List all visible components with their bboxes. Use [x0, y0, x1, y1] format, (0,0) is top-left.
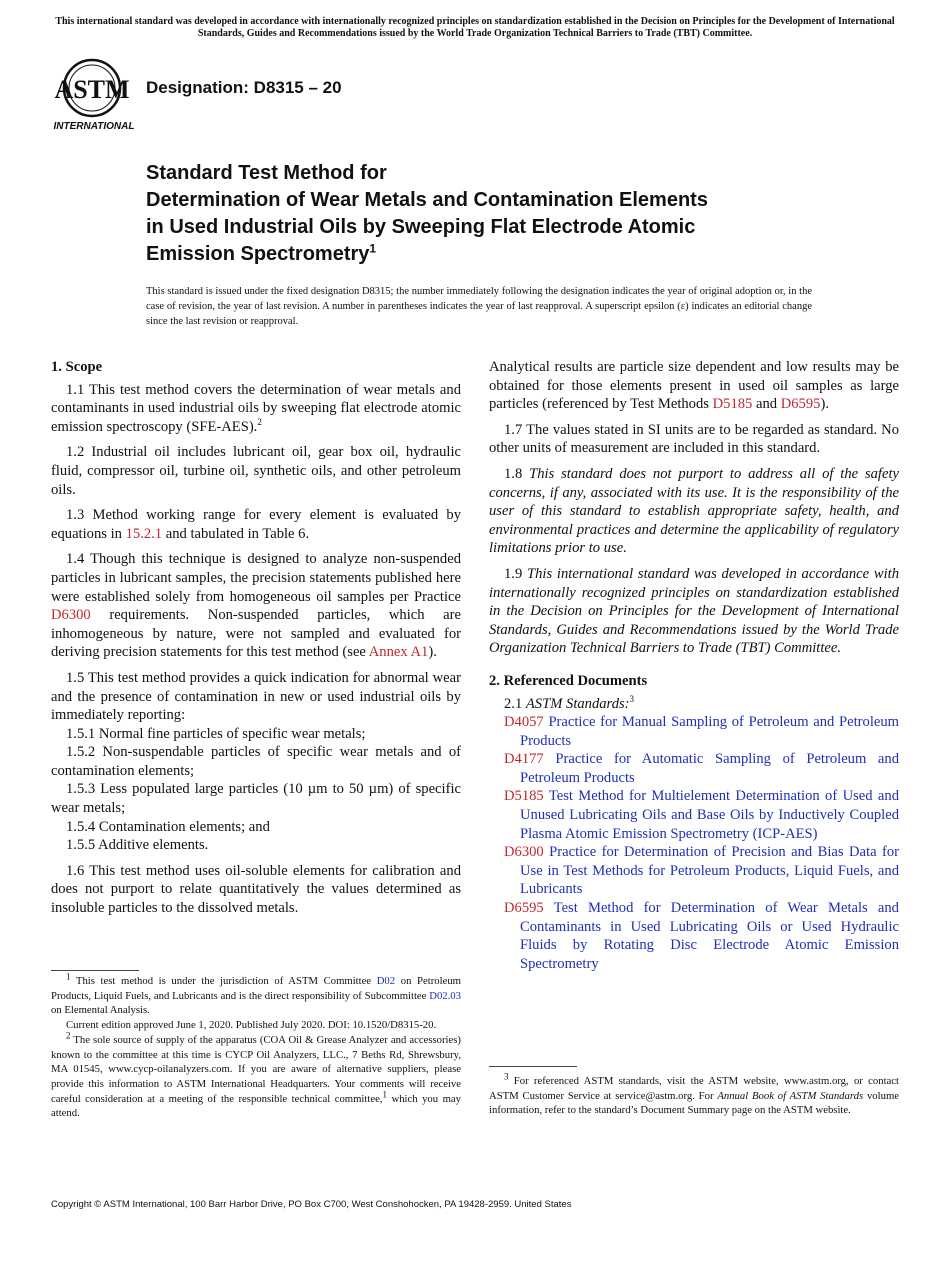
right-column [489, 358, 899, 973]
footnote-rule [489, 1066, 577, 1067]
reference-title: Practice for Determination of Precision and Bias Data for Use in Test Methods for Petroleum Products, Liquid Fuels, and Lubricants [520, 844, 899, 898]
footnotes-right [489, 1071, 899, 1118]
link-d5185[interactable]: D5185 [712, 396, 753, 413]
reference-code: D6300 [504, 844, 544, 861]
title-footnote-mark: 1 [369, 241, 377, 256]
reference-title: Practice for Automatic Sampling of Petroleum and Petroleum Products [520, 751, 900, 786]
reference-item[interactable] [489, 787, 899, 843]
astm-logo [52, 56, 136, 132]
link-15-2-1[interactable]: 15.2.1 [125, 525, 163, 542]
reference-item[interactable] [489, 843, 899, 899]
footnote-1: $^1$ This test method is under the jurisdiction of ASTM Committee D02 on Petroleum Products, Liquid Fuels, and Lubricants and is the direct responsibility of Subcommittee D02.03 on Elemental Analysis. [51, 971, 461, 1017]
reference-item[interactable] [489, 713, 899, 750]
link-d02-03[interactable]: D02.03 [429, 989, 461, 1002]
para-1-5: 1.5 This test method provides a quick indication for abnormal wear and the presence of contamination in new or used industrial oils by immediately reporting: [51, 669, 461, 724]
para-1-1: 1.1 This test method covers the determination of wear metals and contaminants in used industrial oils by sweeping flat electrode atomic emission spectroscopy (SFE-AES).$^2$ [51, 381, 461, 435]
left-column [51, 358, 461, 925]
top-notice: This international standard was developed in accordance with internationally recognized principles on standardization established in the Decision on Principles for the Development of International Standards, Guides and Recommendations issued by the World Trade Organization Technical Barriers to Trade (TBT) Committee. [55, 16, 895, 39]
reference-code: D4177 [504, 751, 544, 768]
link-d02[interactable]: D02 [376, 975, 396, 987]
section-heading-referenced-documents: 2. Referenced Documents [489, 672, 648, 689]
para-1-8: 1.8 This standard does not purport to address all of the safety concerns, if any, associated with its use. It is the responsibility of the user of this standard to establish appropriate safety, health, and environmental practices and determine the applicability of regulatory limitations prior to use. [489, 465, 899, 557]
para-1-6-continued: Analytical results are particle size dependent and low results may be obtained for those elements present in used oil samples as large particles (referenced by Test Methods D5185 and D6595). [489, 359, 899, 413]
footnote-3: $^3$ For referenced ASTM standards, visit the ASTM website, www.astm.org, or contact ASTM Customer Service at service@astm.org. For Annual Book of ASTM Standards volume information, refer to the standard’s Document Summary page on the ASTM website. [489, 1071, 899, 1117]
reference-title: Test Method for Determination of Wear Metals and Contaminants in Used Lubricating Oils or Used Hydraulic Fluids by Rotating Disc Electrode Atomic Emission Spectrometry [520, 900, 899, 972]
svg-text:INTERNATIONAL: INTERNATIONAL [53, 121, 135, 132]
para-1-6: 1.6 This test method uses oil-soluble elements for calibration and does not purport to relate quantitatively the values determined as insoluble particles to the dissolved metals. [51, 862, 461, 917]
copyright-footer: Copyright © ASTM International, 100 Barr Harbor Drive, PO Box C700, West Conshohocken, PA 19428-2959. United States [51, 1199, 572, 1210]
title-line: Determination of Wear Metals and Contamination Elements [146, 189, 708, 211]
reference-code: D5185 [504, 788, 544, 805]
footnote-2: $^2$ The sole source of supply of the apparatus (COA Oil & Grease Analyzer and accessories) known to the committee at this time is CYCP Oil Analyzers, LLC., 7 Beths Rd, Shrewsbury, MA 01545, www.cycp-oilanalyzers.com. If you are aware of alternative suppliers, please provide this information to ASTM International Headquarters. Your comments will receive careful consideration at a meeting of the responsible technical committee,$^1$ which you may attend. [51, 1030, 461, 1120]
para-1-9: 1.9 This international standard was developed in accordance with internationally recognized principles on standardization established in the Decision on Principles for the Development of International Standards, Guides and Recommendations issued by the World Trade Organization Technical Barriers to Trade (TBT) Committee. [489, 565, 900, 657]
reference-title: Test Method for Multielement Determination of Used and Unused Lubricating Oils and Base Oils by Inductively Coupled Plasma Atomic Emission Spectrometry (ICP-AES) [520, 788, 899, 842]
issued-statement: This standard is issued under the fixed designation D8315; the number immediately following the designation indicates the year of original adoption or, in the case of revision, the year of last revision. A number in parentheses indicates the year of last reapproval. A superscript epsilon (ε) indicates an editorial change since the last revision or reapproval. [146, 286, 812, 327]
reference-item[interactable] [489, 899, 899, 973]
para-1-2: 1.2 Industrial oil includes lubricant oil, gear box oil, hydraulic fluid, compressor oil, turbine oil, synthetic oils, and other petroleum oils. [51, 444, 461, 498]
para-1-5-4: 1.5.4 Contamination elements; and [66, 818, 270, 835]
reference-item[interactable] [489, 750, 899, 787]
reference-code: D6595 [504, 900, 544, 917]
para-1-5-1: 1.5.1 Normal fine particles of specific wear metals; [66, 725, 366, 742]
para-2-1: 2.1 ASTM Standards:$^3$ [504, 693, 635, 712]
footnote-1-edition: Current edition approved June 1, 2020. Published July 2020. DOI: 10.1520/D8315-20. [66, 1019, 437, 1032]
title-line: in Used Industrial Oils by Sweeping Flat Electrode Atomic [146, 216, 696, 238]
para-1-4: 1.4 Though this technique is designed to analyze non-suspended particles in lubricant samples, the precision statements published here were established solely from homogeneous oil samples per Practice D6300 requirements. Non-suspended particles, which are inhomogeneous by nature, were not sampled and evaluated for deriving precision statements for this test method (see Annex A1). [51, 551, 461, 661]
link-d6300[interactable]: D6300 [51, 607, 91, 624]
section-heading-scope: 1. Scope [51, 359, 103, 375]
svg-text:ASTM: ASTM [54, 75, 130, 104]
link-annex-a1[interactable]: Annex A1 [368, 644, 429, 661]
footnotes-left [51, 971, 461, 1121]
reference-title: Practice for Manual Sampling of Petroleum and Petroleum Products [520, 714, 899, 749]
footnote-rule [51, 970, 139, 971]
footnote-ref: 2 [257, 416, 262, 427]
designation: Designation: D8315 – 20 [146, 78, 342, 97]
link-d6595[interactable]: D6595 [780, 396, 821, 413]
para-1-5-2: 1.5.2 Non-suspendable particles of specific wear metals and of contamination elements; [51, 744, 461, 779]
title-line: Emission Spectrometry$^1$ [146, 241, 377, 265]
document-title [146, 160, 826, 268]
para-1-7: 1.7 The values stated in SI units are to be regarded as standard. No other units of measurement are included in this standard. [489, 421, 899, 457]
para-1-5-5: 1.5.5 Additive elements. [66, 837, 209, 854]
para-1-5-3: 1.5.3 Less populated large particles (10 µm to 50 µm) of specific wear metals; [51, 781, 461, 817]
title-line: Standard Test Method for [146, 162, 387, 184]
para-1-3: 1.3 Method working range for every element is evaluated by equations in 15.2.1 and tabulated in Table 6. [51, 507, 461, 542]
reference-code: D4057 [504, 714, 544, 731]
